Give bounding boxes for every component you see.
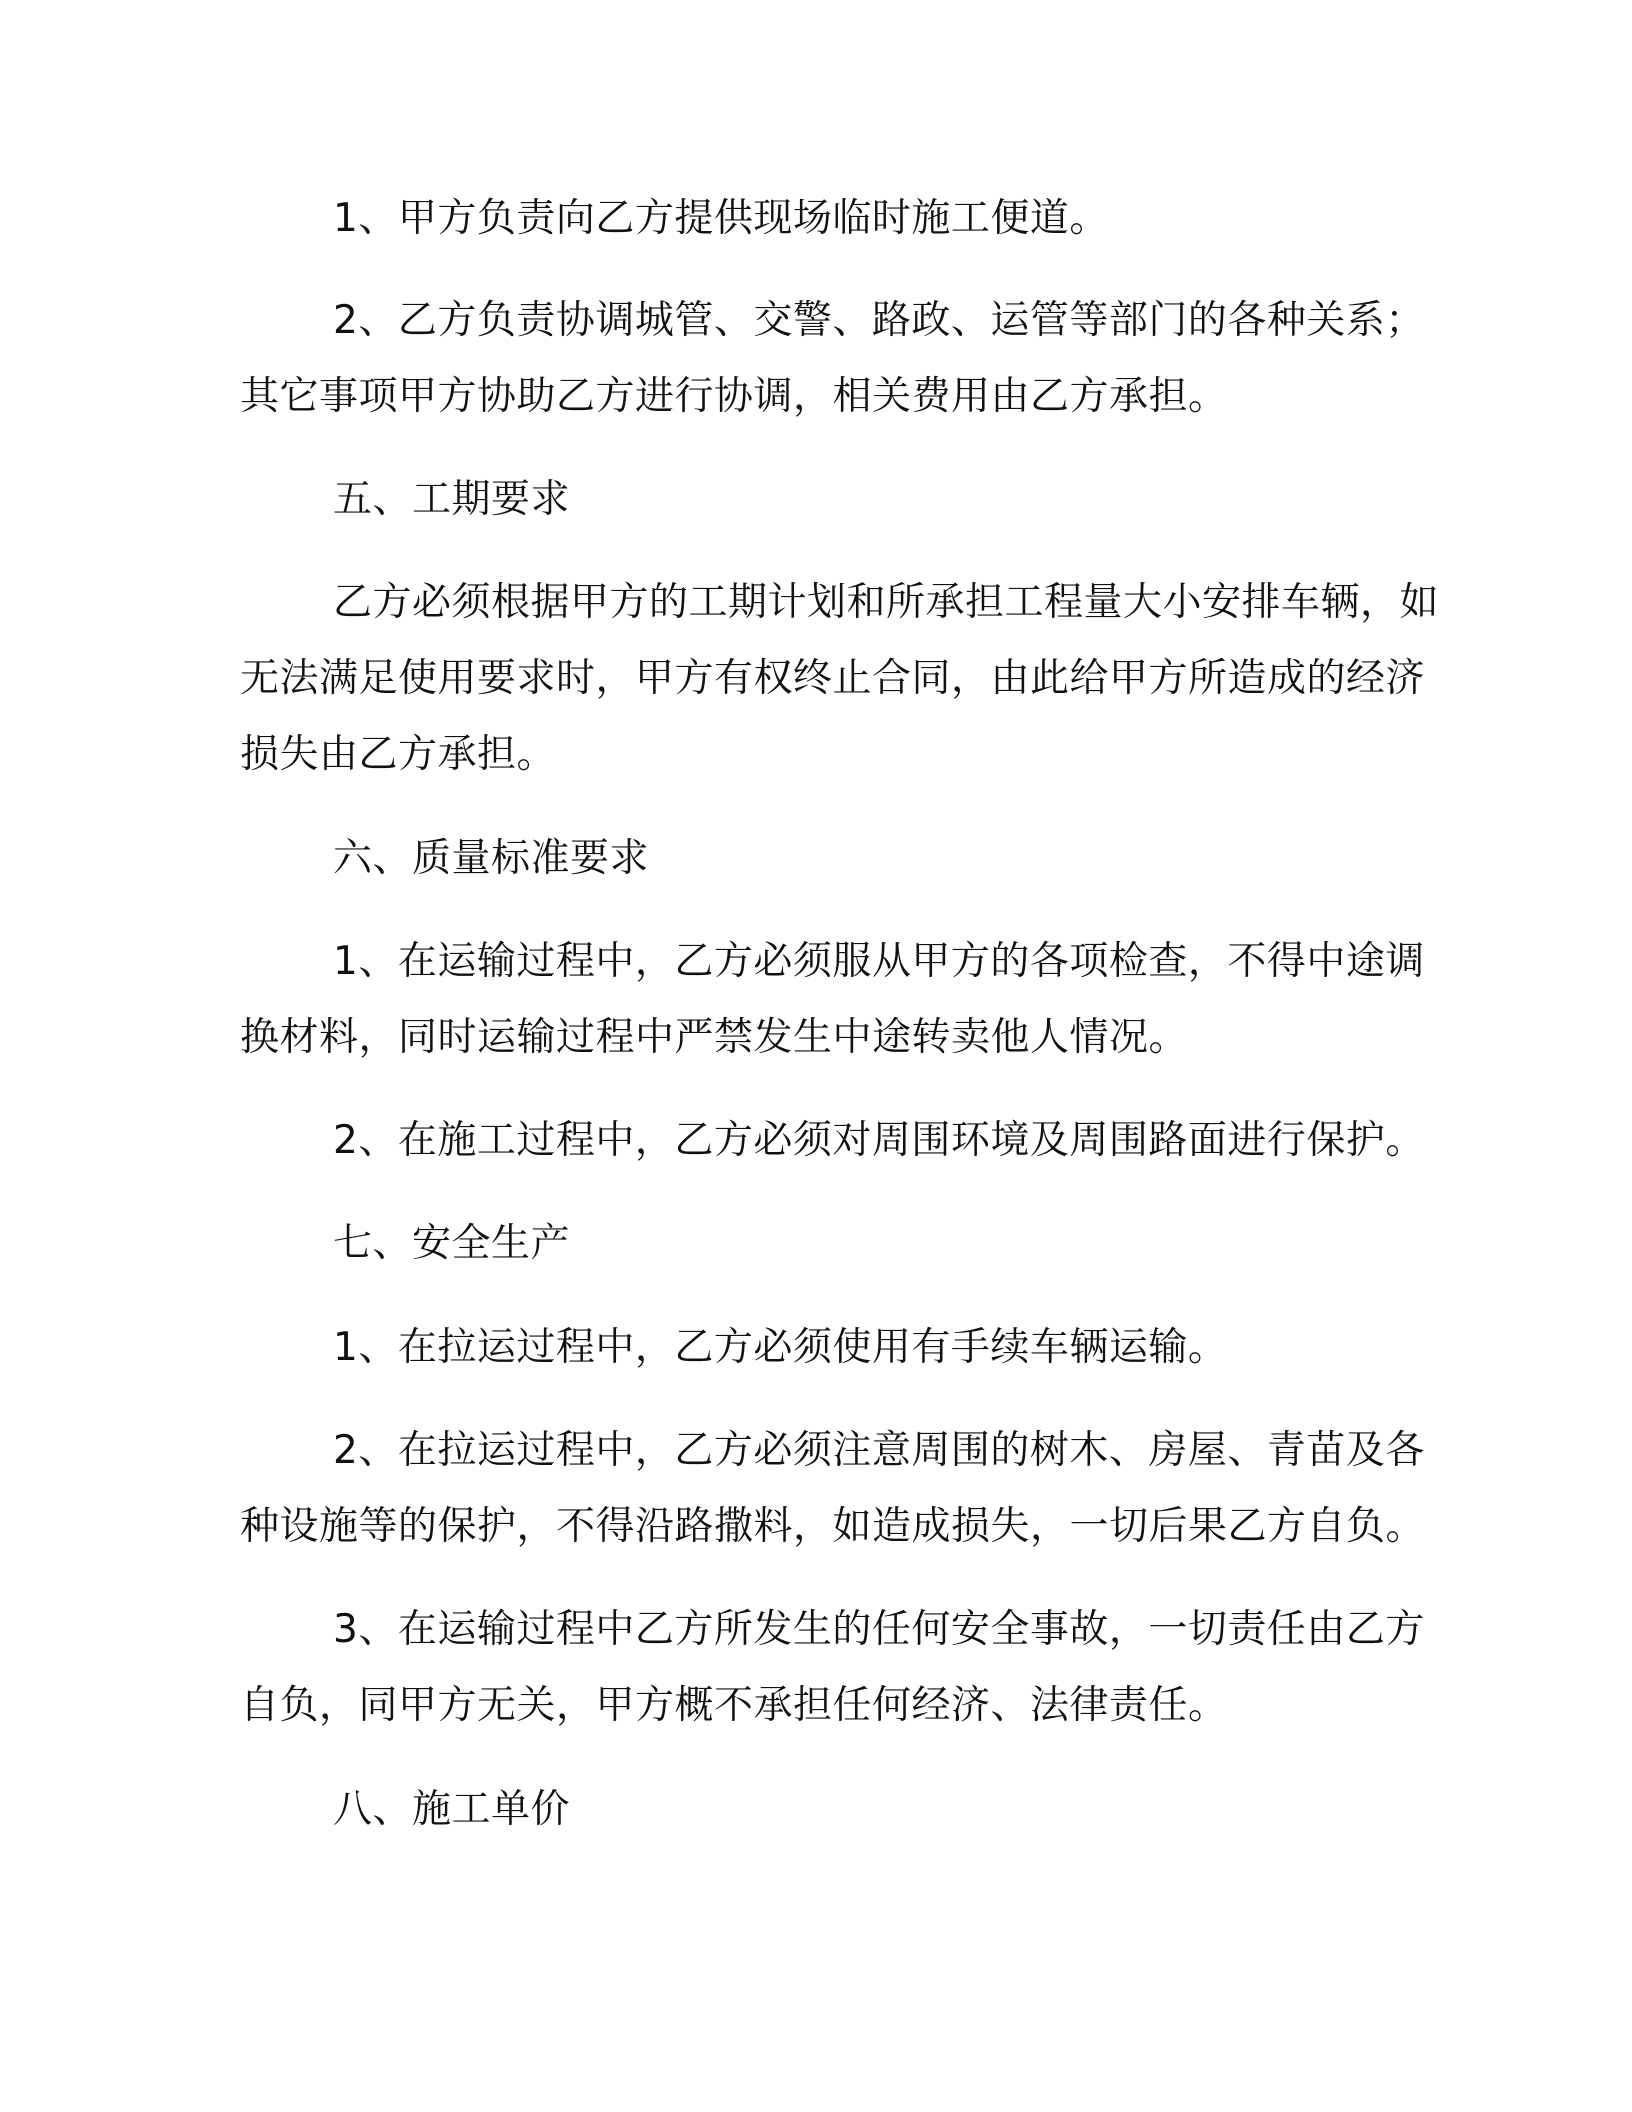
section-heading-5: 五、工期要求	[333, 477, 571, 522]
section-heading-7: 七、安全生产	[333, 1221, 571, 1266]
clause-6-2: 2、在施工过程中，乙方必须对周围环境及周围路面进行保护。	[333, 1118, 1425, 1163]
clause-7-3-line-2: 自负，同甲方无关，甲方概不承担任何经济、法律责任。	[240, 1683, 1228, 1728]
clause-7-1: 1、在拉运过程中，乙方必须使用有手续车辆运输。	[333, 1325, 1228, 1370]
clause-7-3-line-1: 3、在运输过程中乙方所发生的任何安全事故，一切责任由乙方	[333, 1607, 1425, 1652]
section-5-paragraph-line-1: 乙方必须根据甲方的工期计划和所承担工程量大小安排车辆，如	[333, 580, 1440, 625]
clause-7-2-line-1: 2、在拉运过程中，乙方必须注意周围的树木、房屋、青苗及各	[333, 1428, 1425, 1473]
clause-5-2-line-1: 2、乙方负责协调城管、交警、路政、运管等部门的各种关系；	[333, 298, 1425, 343]
section-5-paragraph-line-2: 无法满足使用要求时，甲方有权终止合同，由此给甲方所造成的经济	[240, 656, 1426, 701]
clause-7-2-line-2: 种设施等的保护，不得沿路撒料，如造成损失，一切后果乙方自负。	[240, 1504, 1426, 1549]
clause-5-2-line-2: 其它事项甲方协助乙方进行协调，相关费用由乙方承担。	[240, 374, 1228, 419]
section-heading-8: 八、施工单价	[333, 1787, 571, 1832]
section-5-paragraph-line-3: 损失由乙方承担。	[240, 732, 557, 777]
clause-6-1-line-1: 1、在运输过程中，乙方必须服从甲方的各项检查，不得中途调	[333, 939, 1425, 984]
section-heading-6: 六、质量标准要求	[333, 836, 650, 881]
clause-5-1: 1、甲方负责向乙方提供现场临时施工便道。	[333, 196, 1109, 241]
clause-6-1-line-2: 换材料，同时运输过程中严禁发生中途转卖他人情况。	[240, 1015, 1189, 1060]
